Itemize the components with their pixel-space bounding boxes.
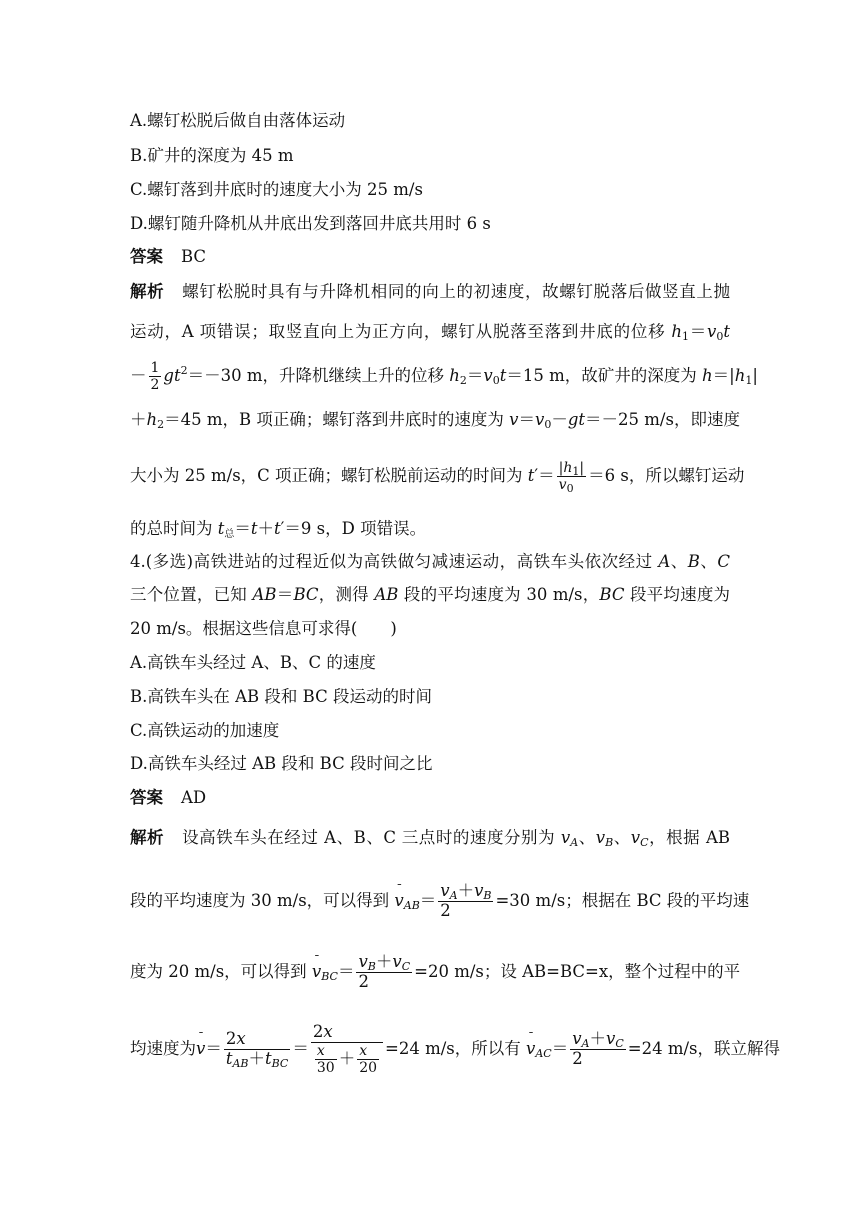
- q3-option-d: D.螺钉随升降机从井底出发到落回井底共用时 6 s: [130, 214, 491, 233]
- formula-v: $v=v_0-gt=-25$ m/s: [509, 410, 674, 431]
- formula-h: $h=|h_1|$: [702, 366, 758, 388]
- q3-analysis-line-1: 解析 螺钉松脱时具有与升降机相同的向上的初速度，故螺钉脱落后做竖直上抛: [130, 282, 731, 301]
- formula-vbc: ¯ $v_{BC}=$ $\frac{v_B+v_C}{2}$: [312, 962, 414, 981]
- q4-stem-line-1: 4.(多选)高铁进站的过程近似为高铁做匀减速运动，高铁车头依次经过 A、B、C: [130, 552, 731, 571]
- q3-answer-row: [130, 246, 730, 268]
- q4-stem-line-3: 20 m/s。根据这些信息可求得( ): [130, 619, 397, 638]
- q3-analysis-line-4: $+h_2=45$ m，B 项正确；螺钉落到井底时的速度为 $v=v_0-gt=-25$ m/s，即速度: [130, 410, 740, 431]
- q4-analysis-line-1: 解析 设高铁车头在经过 A、B、C 三点时的速度分别为 $v_A$、$v_B$、$v_C$，根据 AB: [130, 828, 731, 849]
- q3-analysis-line-3: － $\frac{1}{2}$ $gt^2=-30$ m，升降机继续上升的位移 $h_2=v_0t=15$ m，故矿井的深度为 $h=|h_1|$: [130, 360, 758, 394]
- q4-answer-row: [130, 787, 730, 809]
- q4-option-d: D.高铁车头经过 AB 段和 BC 段时间之比: [130, 754, 433, 773]
- q4-option-c: C.高铁运动的加速度: [130, 721, 280, 740]
- points-abc: A、B、C: [658, 552, 731, 571]
- q3-analysis-line-2: 运动，A 项错误；取竖直向上为正方向，螺钉从脱落至落到井底的位移 $h_1=v_0t$: [130, 322, 730, 343]
- q4-option-a: A.高铁车头经过 A、B、C 的速度: [130, 653, 376, 672]
- q3-option-c: C.螺钉落到井底时的速度大小为 25 m/s: [130, 180, 423, 199]
- q4-option-b: B.高铁车头在 AB 段和 BC 段运动的时间: [130, 687, 432, 706]
- q3-analysis-line-5: 大小为 25 m/s，C 项正确；螺钉松脱前运动的时间为 t′＝ $\frac{|h_1|}{v_0}$ ＝6 s，所以螺钉运动: [130, 460, 745, 496]
- answer-label: 答案: [130, 788, 163, 807]
- analysis-label: 解析: [130, 282, 165, 301]
- formula-h-tail: $+h_2=45$ m: [130, 410, 223, 431]
- formula-vac: ¯ $v_{AC}=$ $\frac{v_A+v_C}{2}$: [526, 1039, 628, 1058]
- speeds-abc: $v_A$、$v_B$、$v_C$: [560, 828, 649, 849]
- q3-answer: BC: [181, 247, 207, 266]
- q3-option-b: B.矿井的深度为 45 m: [130, 146, 294, 165]
- q3-option-a: A.螺钉松脱后做自由落体运动: [130, 111, 346, 130]
- q4-analysis-line-3: 度为 20 m/s，可以得到 ¯ $v_{BC}=$ $\frac{v_B+v_C}{2}$ =20 m/s；设 AB=BC=x，整个过程中的平: [130, 953, 730, 992]
- formula-v-avg: ¯ v＝ $\frac{2x}{t_{AB}+t_{BC}}$ ＝ 2x $\frac{x}{30}$ ＋ $\frac{x}{20}$: [196, 1039, 385, 1058]
- formula-t-prime: t′＝ $\frac{|h_1|}{v_0}$ ＝6 s: [527, 460, 629, 496]
- q4-stem-line-2: 三个位置，已知 AB＝BC，测得 AB 段的平均速度为 30 m/s，BC 段平均速度为: [130, 585, 731, 604]
- q4-analysis-line-4: 均速度为¯ v＝ $\frac{2x}{t_{AB}+t_{BC}}$ ＝ 2x $\frac{x}{30}$ ＋ $\frac{x}{20}$ =24 m/s，所以有 ¯ $v_{AC}=$ $\frac{v_A+v_C}{2}$ =24 m/s，联立解得: [130, 1023, 730, 1076]
- formula-t-total: t总＝t＋t′＝9 s: [217, 519, 326, 540]
- formula-h1: $h_1=v_0t$: [671, 322, 730, 343]
- answer-label: 答案: [130, 247, 163, 266]
- q4-answer: AD: [181, 788, 207, 807]
- formula-vab: ¯ $v_{AB}=$ $\frac{v_A+v_B}{2}$: [394, 891, 495, 910]
- q4-analysis-line-2: 段的平均速度为 30 m/s，可以得到 ¯ $v_{AB}=$ $\frac{v_A+v_B}{2}$ =30 m/s；根据在 BC 段的平均速: [130, 882, 730, 921]
- formula-h2: $h_2=v_0t=15$ m: [449, 366, 565, 388]
- q3-analysis-line-6: 的总时间为 t总＝t＋t′＝9 s，D 项错误。: [130, 519, 427, 540]
- analysis-label: 解析: [130, 828, 165, 847]
- formula-h1-tail: － $\frac{1}{2}$ $gt^2=-30$ m: [130, 360, 263, 394]
